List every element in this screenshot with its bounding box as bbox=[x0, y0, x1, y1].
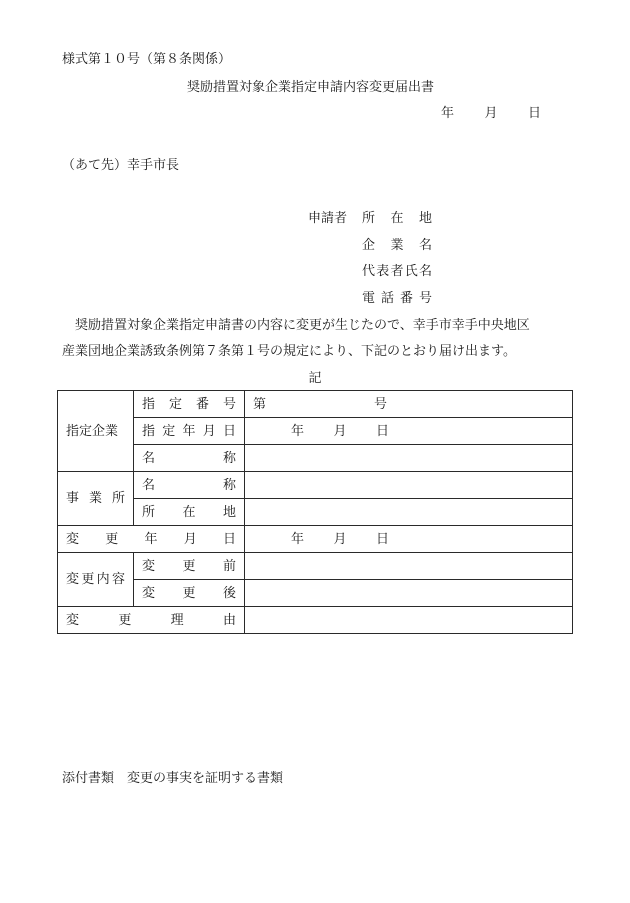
change-content-label bbox=[58, 553, 134, 607]
recipient: （あて先）幸手市長 bbox=[62, 158, 180, 173]
company-name-label bbox=[134, 445, 245, 472]
designation-date-field[interactable] bbox=[245, 418, 573, 445]
char: 代 bbox=[362, 264, 376, 279]
applicant-label: 申請者 bbox=[308, 211, 348, 226]
char: 電 bbox=[362, 291, 376, 306]
month-char: 月 bbox=[333, 423, 347, 439]
document-title: 奨励措置対象企業指定申請内容変更届出書 bbox=[187, 80, 435, 95]
office-name-label bbox=[134, 472, 245, 499]
company-name-field[interactable] bbox=[245, 445, 573, 472]
char: 指 bbox=[142, 396, 156, 412]
number-suffix: 号 bbox=[374, 396, 388, 412]
body-text-line: 産業団地企業誘致条例第７条第１号の規定により、下記のとおり届け出ます。 bbox=[62, 344, 516, 359]
after-change-label bbox=[134, 580, 245, 607]
office-label bbox=[58, 472, 134, 526]
char: 企 bbox=[362, 238, 376, 253]
char: 在 bbox=[182, 504, 196, 520]
char: 変 bbox=[66, 531, 80, 547]
char: 指 bbox=[142, 423, 156, 439]
char: 名 bbox=[142, 450, 156, 466]
char: 日 bbox=[222, 531, 236, 547]
char: 定 bbox=[162, 423, 176, 439]
char: 名 bbox=[142, 477, 156, 493]
change-date-label bbox=[58, 526, 245, 553]
designation-number-field[interactable] bbox=[245, 391, 573, 418]
char: 日 bbox=[222, 423, 236, 439]
char: 更 bbox=[81, 572, 95, 587]
year-char: 年 bbox=[291, 423, 305, 439]
char: 氏 bbox=[404, 264, 418, 279]
char: 表 bbox=[376, 264, 390, 279]
change-reason-label bbox=[58, 607, 245, 634]
char: 年 bbox=[182, 423, 196, 439]
char: 在 bbox=[390, 211, 404, 226]
designation-number-label bbox=[134, 391, 245, 418]
char: 理 bbox=[170, 612, 184, 628]
change-details-table bbox=[57, 390, 573, 634]
char: 更 bbox=[118, 612, 132, 628]
change-date-field[interactable] bbox=[245, 526, 573, 553]
char: 更 bbox=[182, 585, 196, 601]
char: 号 bbox=[222, 396, 236, 412]
day-char: 日 bbox=[375, 423, 389, 439]
char: 称 bbox=[222, 450, 236, 466]
char: 所 bbox=[362, 211, 376, 226]
form-number: 様式第１０号（第８条関係） bbox=[62, 52, 232, 67]
char: 変 bbox=[66, 572, 80, 587]
day-char: 日 bbox=[375, 531, 389, 547]
char: 番 bbox=[399, 291, 413, 306]
ki-heading: 記 bbox=[308, 371, 322, 386]
char: 事 bbox=[66, 491, 80, 506]
char: 月 bbox=[202, 423, 216, 439]
month-char: 月 bbox=[484, 106, 498, 121]
char: 名 bbox=[418, 238, 432, 253]
char: 業 bbox=[88, 491, 102, 506]
char: 月 bbox=[183, 531, 197, 547]
day-char: 日 bbox=[527, 106, 541, 121]
year-char: 年 bbox=[441, 106, 455, 121]
char: 変 bbox=[142, 585, 156, 601]
applicant-representative-label bbox=[362, 265, 432, 278]
char: 内 bbox=[96, 572, 110, 587]
char: 変 bbox=[142, 558, 156, 574]
office-location-label bbox=[134, 499, 245, 526]
char: 話 bbox=[380, 291, 394, 306]
number-prefix: 第 bbox=[253, 396, 267, 412]
char: 号 bbox=[418, 291, 432, 306]
char: 容 bbox=[111, 572, 125, 587]
before-change-field[interactable] bbox=[245, 553, 573, 580]
designation-date-label bbox=[134, 418, 245, 445]
applicant-company-label bbox=[362, 239, 432, 252]
submission-date bbox=[441, 107, 541, 120]
char: 業 bbox=[390, 238, 404, 253]
char: 後 bbox=[222, 585, 236, 601]
office-location-field[interactable] bbox=[245, 499, 573, 526]
char: 所 bbox=[142, 504, 156, 520]
attachments-note: 添付書類 変更の事実を証明する書類 bbox=[62, 771, 284, 786]
applicant-address-label bbox=[362, 212, 432, 225]
char: 名 bbox=[418, 264, 432, 279]
month-char: 月 bbox=[333, 531, 347, 547]
char: 更 bbox=[105, 531, 119, 547]
applicant-phone-label bbox=[362, 292, 432, 305]
year-char: 年 bbox=[291, 531, 305, 547]
char: 更 bbox=[182, 558, 196, 574]
body-text-line: 奨励措置対象企業指定申請書の内容に変更が生じたので、幸手市幸手中央地区 bbox=[62, 318, 530, 333]
char: 称 bbox=[222, 477, 236, 493]
char: 地 bbox=[418, 211, 432, 226]
change-reason-field[interactable] bbox=[245, 607, 573, 634]
char: 地 bbox=[222, 504, 236, 520]
char: 定 bbox=[168, 396, 182, 412]
char: 年 bbox=[144, 531, 158, 547]
char: 者 bbox=[390, 264, 404, 279]
char: 所 bbox=[111, 491, 125, 506]
char: 前 bbox=[222, 558, 236, 574]
designated-company-label: 指定企業 bbox=[58, 391, 134, 472]
char: 変 bbox=[66, 612, 80, 628]
char: 番 bbox=[195, 396, 209, 412]
char: 由 bbox=[222, 612, 236, 628]
office-name-field[interactable] bbox=[245, 472, 573, 499]
before-change-label bbox=[134, 553, 245, 580]
after-change-field[interactable] bbox=[245, 580, 573, 607]
